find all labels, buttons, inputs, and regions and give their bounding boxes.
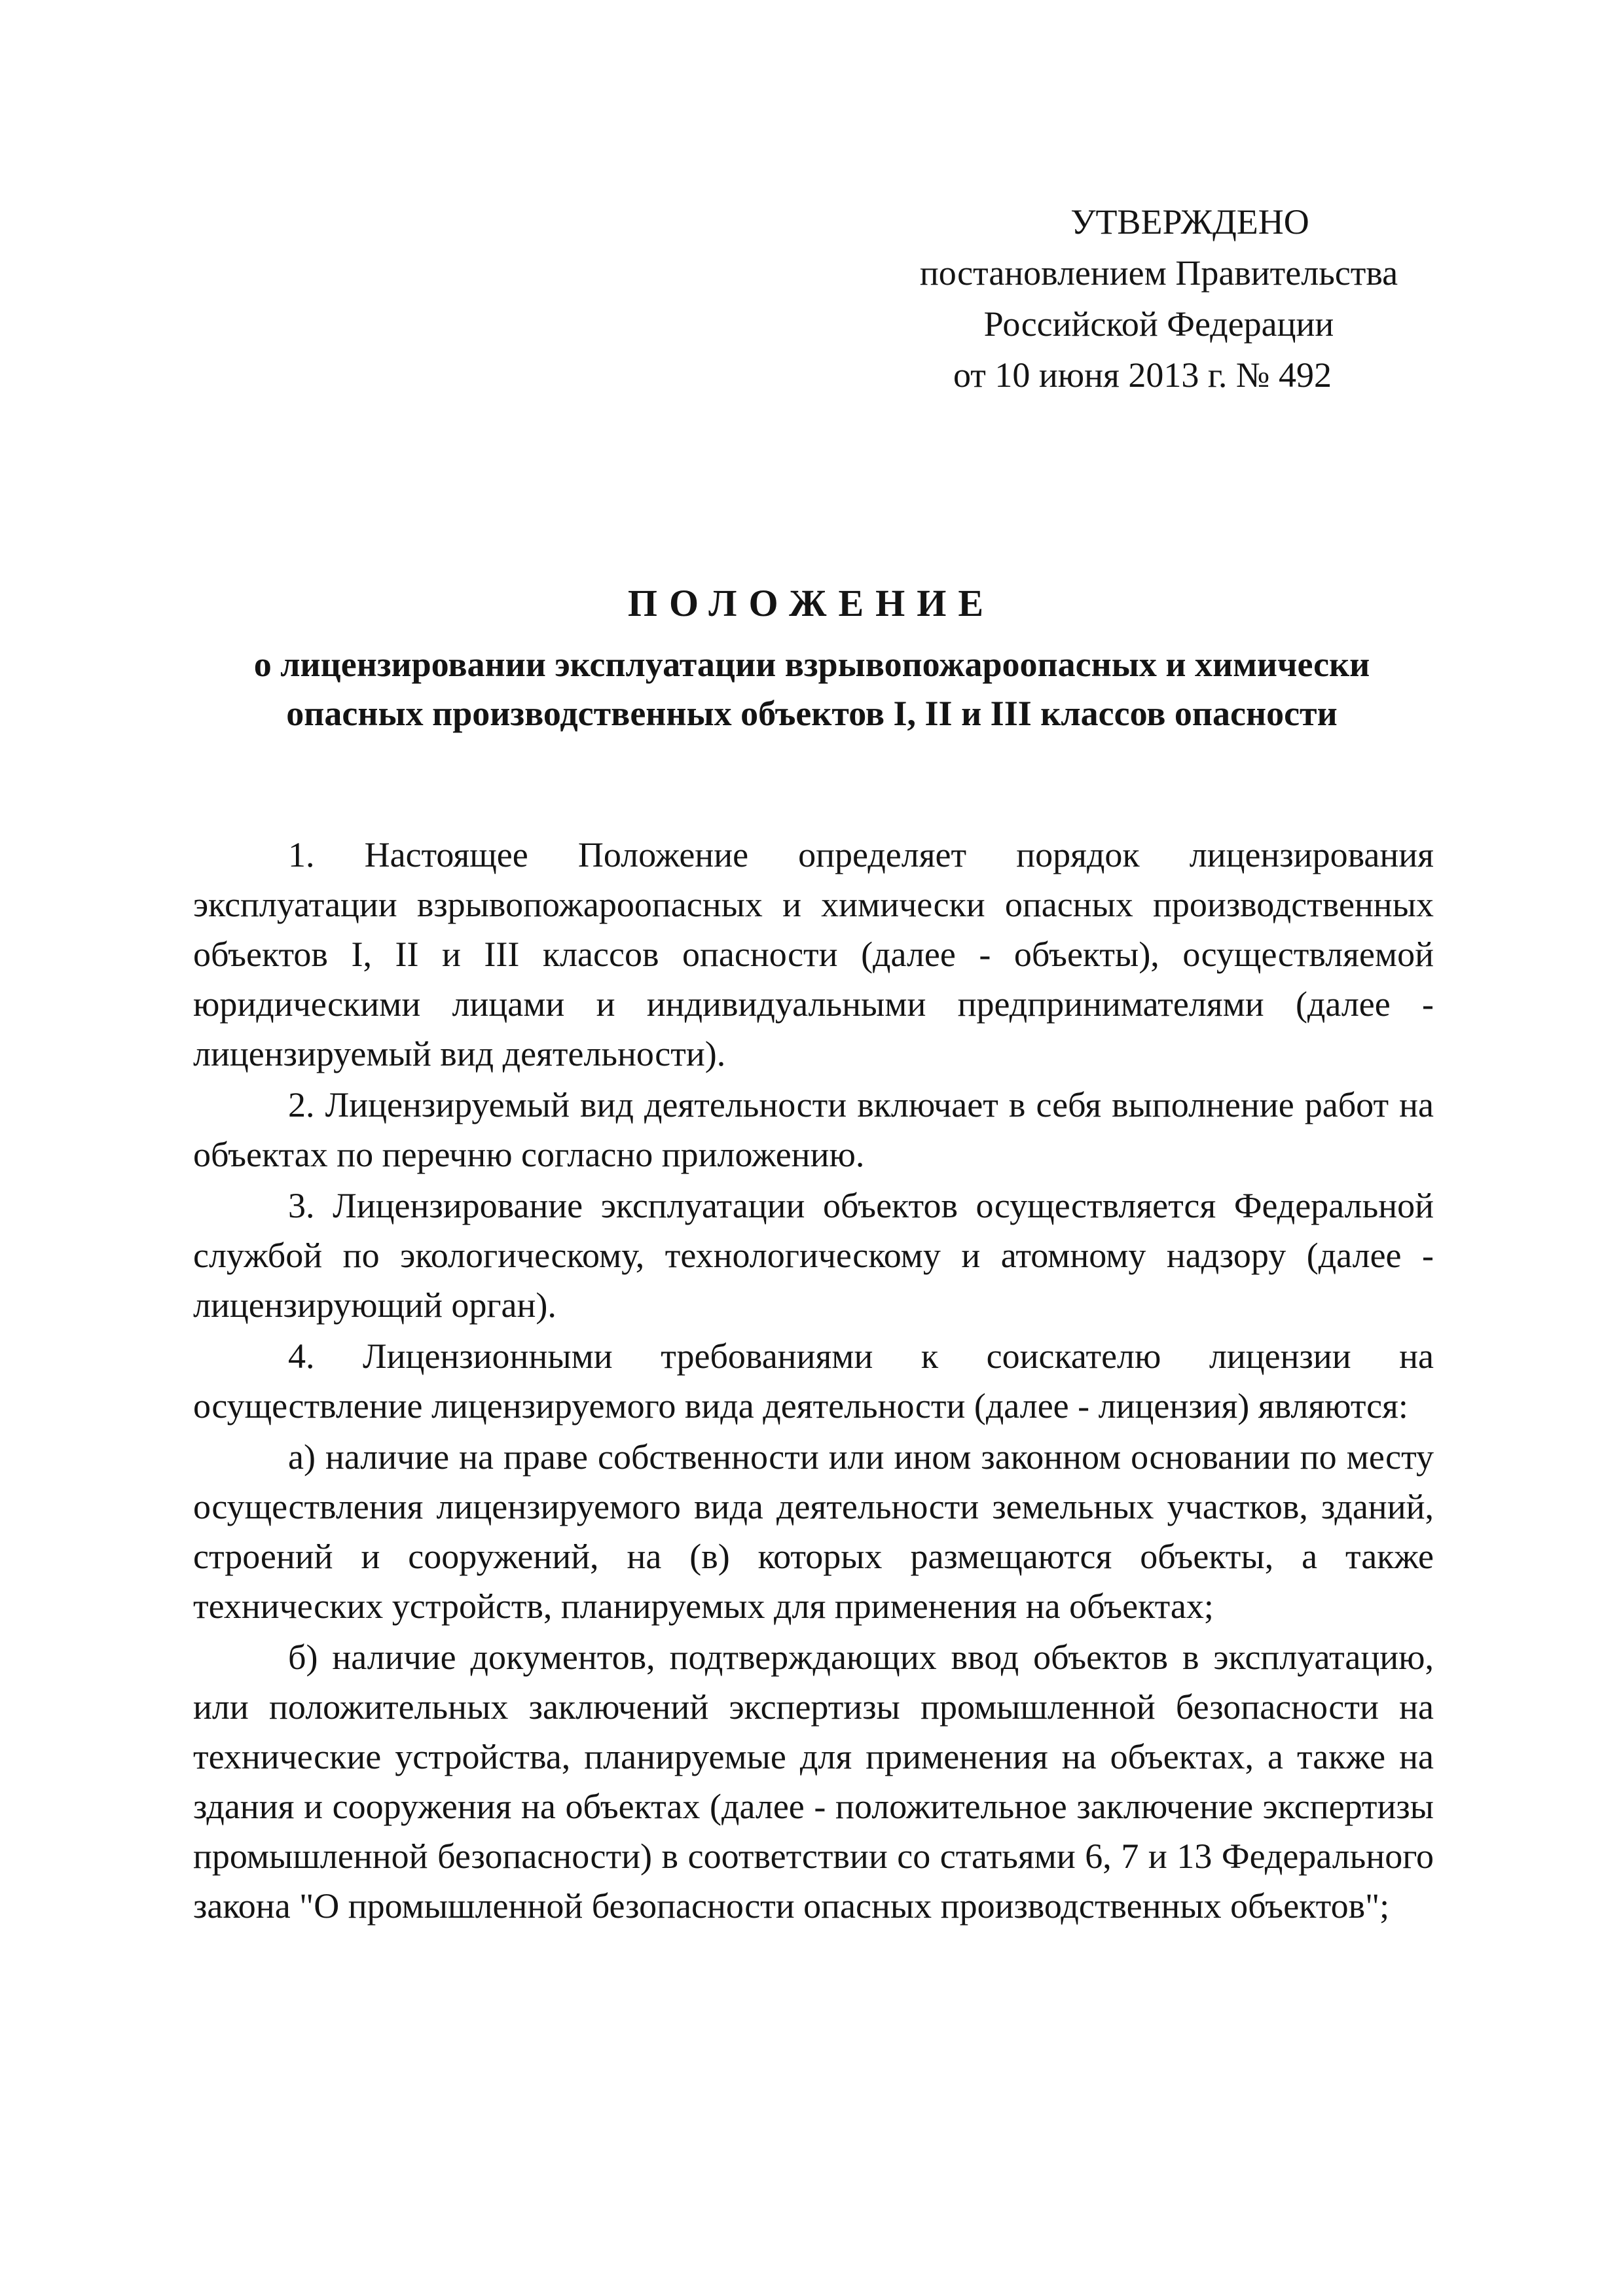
paragraph-3: 3. Лицензирование эксплуатации объектов осуществляется Федеральной службой по экологическому, технологическому и атомному надзору (далее - лицензирующий орган).: [193, 1186, 1434, 1325]
paragraph-4b: б) наличие документов, подтверждающих ввод объектов в эксплуатацию, или положительных заключений экспертизы промышленной безопасности на технические устройства, планируемые для применения на объектах, а также на здания и сооружения на объектах (далее - положительное заключение экспертизы промышленной безопасности) в соответствии со статьями 6, 7 и 13 Федерального закона "О промышленной безопасности опасных производственных объектов";: [193, 1638, 1434, 1926]
document-subtitle: [164, 640, 1460, 738]
document-title: ПОЛОЖЕНИЕ: [627, 582, 996, 624]
subtitle-line-2: опасных производственных объектов I, II и III классов опасности: [286, 694, 1338, 733]
paragraph-4: 4. Лицензионными требованиями к соискателю лицензии на осуществление лицензируемого вида деятельности (далее - лицензия) являются:: [193, 1336, 1434, 1426]
approval-country: Российской Федерации: [983, 304, 1334, 344]
approval-authority: постановлением Правительства: [919, 253, 1398, 293]
document-body: [193, 830, 1434, 1932]
paragraph-1: 1. Настоящее Положение определяет порядок лицензирования эксплуатации взрывопожароопасных и химически опасных производственных объектов I, II и III классов опасности (далее - объекты), осуществляемой юридическими лицами и индивидуальными предпринимателями (далее - лицензируемый вид деятельности).: [193, 835, 1434, 1073]
paragraph-2: 2. Лицензируемый вид деятельности включает в себя выполнение работ на объектах по перечню согласно приложению.: [193, 1085, 1434, 1174]
subtitle-line-1: о лицензировании эксплуатации взрывопожароопасных и химически: [253, 645, 1370, 684]
approval-date-number: от 10 июня 2013 г. № 492: [953, 355, 1332, 395]
approval-stamp: [812, 196, 1506, 401]
paragraph-4a: а) наличие на праве собственности или ином законном основании по месту осуществления лицензируемого вида деятельности земельных участков, зданий, строений и сооружений, на (в) которых размещаются объекты, а также технических устройств, планируемых для применения на объектах;: [193, 1437, 1434, 1626]
approval-title: УТВЕРЖДЕНО: [1070, 202, 1309, 242]
